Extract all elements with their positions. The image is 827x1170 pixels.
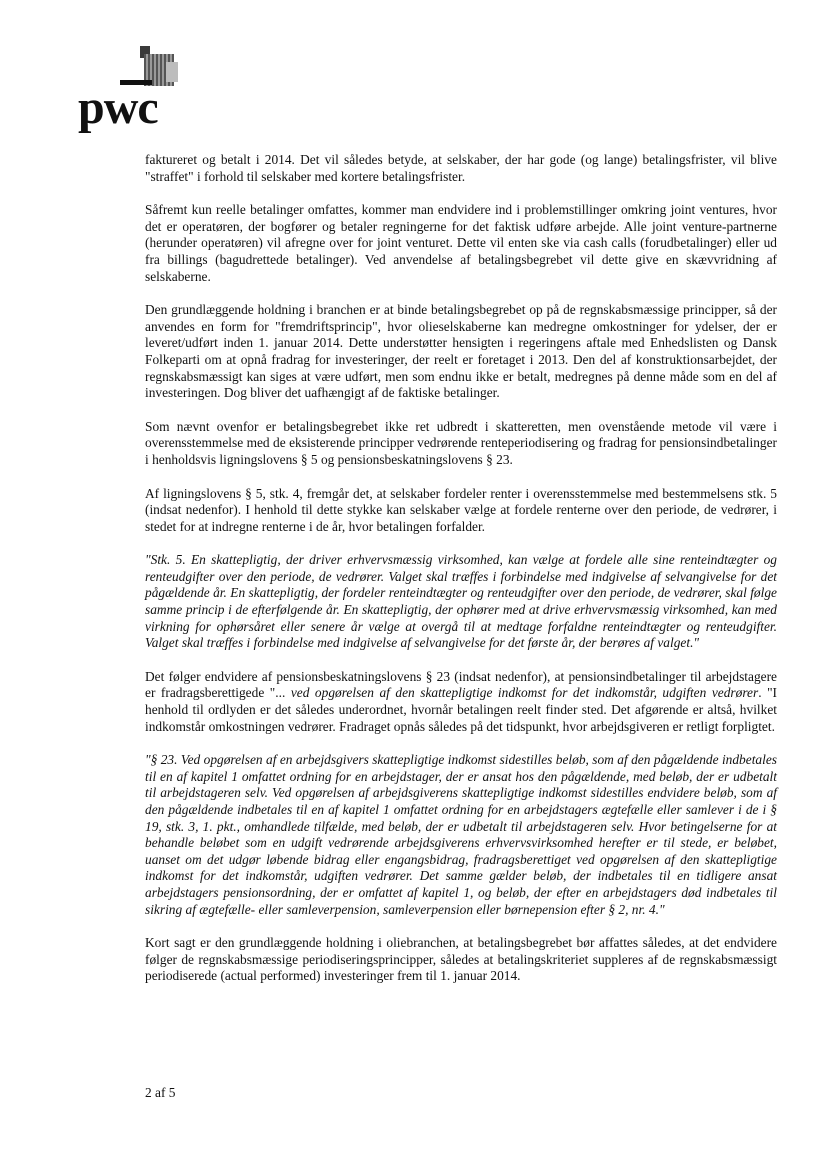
document-body <box>145 152 777 1002</box>
paragraph-5: Af ligningslovens § 5, stk. 4, fremgår det, at selskaber fordeler renter i overensstemmelse med bestemmelsens stk. 5 (indsat nedenfor). I henhold til dette stykke kan selskaber vælge at fordele renterne over den periode, de vedrører, i stedet for at indregne renterne i de år, hvor betalingen forfalder. <box>145 485 777 534</box>
paragraph-1: faktureret og betalt i 2014. Det vil således betyde, at selskaber, der har gode (og lange) betalingsfrister, vil blive "straffet" i forhold til selskaber med kortere betalingsfrister. <box>145 152 777 184</box>
paragraph-7: Kort sagt er den grundlæggende holdning i oliebranchen, at betalingsbegrebet bør affattes således, at det endvidere følger de regnskabsmæssige periodiseringsprincipper, således at betalingskriteriet suppleres af de regnskabsmæssigt periodiserede (actual performed) investeringer frem til 1. januar 2014. <box>145 935 777 984</box>
quote-ligningsloven: "Stk. 5. En skattepligtig, der driver erhvervsmæssig virksomhed, kan vælge at fordele alle sine renteindtægter og renteudgifter over den periode, de vedrører. Valget skal træffes i forbindelse med indgivelse af selvangivelse for det pågældende år. En skattepligtig, der fordeler renteindtægter og renteudgifter over den periode, de vedrører, skal følge samme princip i de efterfølgende år. En skattepligtig, der ophører med at drive erhvervsmæssig virksomhed, kan med virkning for ophørsåret eller senere år vælge at overgå til at medtage forfaldne renteindtægter og renteudgifter. Valget skal træffes i forbindelse med indgivelse af selvangivelse for det første år, der berøres af valget." <box>145 552 777 651</box>
paragraph-6 <box>145 669 777 735</box>
paragraph-4: Som nævnt ovenfor er betalingsbegrebet ikke ret udbredt i skatteretten, men ovenstående metode vil være i overensstemmelse med de eksisterende principper vedrørende renteperiodisering og fradrag for pensionsindbetalinger i henholdsvis ligningslovens § 5 og pensionsbeskatningslovens § 23. <box>145 418 777 467</box>
paragraph-6-start: Det følger endvidere af pensionsbeskatningslovens § 23 (indsat nedenfor), at pensionsindbetalinger til arbejdstagere er fradragsberettigede "... <box>145 668 777 701</box>
paragraph-3: Den grundlæggende holdning i branchen er at binde betalingsbegrebet op på de regnskabsmæssige principper, så der anvendes en form for "fremdriftsprincip", hvor olieselskaberne kan medregne omkostninger for ydelser, der er leveret/udført inden 1. januar 2014. Dette understøtter hensigten i regeringens aftale med Enhedslisten og Dansk Folkeparti om at opnå fradrag for investeringer, der reelt er foretaget i 2013. Den del af konstruktionsarbejdet, der regnskabsmæssigt kan siges at være udført, men som endnu ikke er betalt, medregnes på denne måde som en del af investeringen. Dog bliver det uafhængigt af de faktiske betalinger. <box>145 302 777 401</box>
logo-wordmark: pwc <box>78 81 158 134</box>
paragraph-6-italic: ved opgørelsen af den skattepligtige indkomst for det indkomstår, udgiften vedrører <box>290 685 759 701</box>
paragraph-6-end: . "I henhold til ordlyden er det således underordnet, hvornår betalingen reelt finder sted. Det afgørende er altså, hvilket indkomstår omkostningen vedrører. Fradraget opnås således på det tidspunkt, hvor arbejdsgiveren er retligt forpligtet. <box>145 685 777 734</box>
logo-block-light <box>166 62 178 82</box>
pwc-logo <box>78 40 188 134</box>
paragraph-2: Såfremt kun reelle betalinger omfattes, kommer man endvidere ind i problemstillinger omkring joint ventures, hvor det er operatøren, der bogfører og betaler regningerne for det faktisk udføre arbejde. Alle joint venture-partnerne (herunder operatøren) vil afregne over for joint venturet. Dette vil enten ske via cash calls (forudbetalinger) eller ud fra billings (bagudrettede betalinger). Ved anvendelse af betalingsbegrebet vil dette give en skævvridning af selskaberne. <box>145 202 777 284</box>
page-number: 2 af 5 <box>145 1085 176 1100</box>
quote-pensionsbeskatningsloven: "§ 23. Ved opgørelsen af en arbejdsgivers skattepligtige indkomst sidestilles beløb, som af den pågældende indbetales til en af kapitel 1 omfattet ordning for en arbejdstager, der er ansat hos den pågældende, med beløb, der er udbetalt til arbejdstageren selv. Ved opgørelsen af arbejdsgiverens skattepligtige indkomst sidestilles endvidere beløb, som af den pågældende indbetales til en af kapitel 1 omfattet ordning for en arbejdstagers ægtefælle eller samlever i de i § 19, stk. 3, 1. pkt., omhandlede tilfælde, med beløb, der er udbetalt til arbejdstageren selv. Hvor betingelserne for at behandle beløbet som en udgift vedrørende arbejdsgiverens erhvervsvirksomhed herefter er til stede, er beløbet, uanset om det udgør løbende bidrag eller engangsbidrag, fradragsberettiget ved opgørelsen af den skattepligtige indkomst for det indkomstår, udgiften vedrører. Det samme gælder beløb, der indbetales til en tidligere ansat arbejdstagers pensionsordning, der er omfattet af kapitel 1, og beløb, der efter en arbejdstagers død indbetales til sikring af ægtefælle- eller samleverpension, samleverpension eller børnepension efter § 2, nr. 4." <box>145 752 777 917</box>
